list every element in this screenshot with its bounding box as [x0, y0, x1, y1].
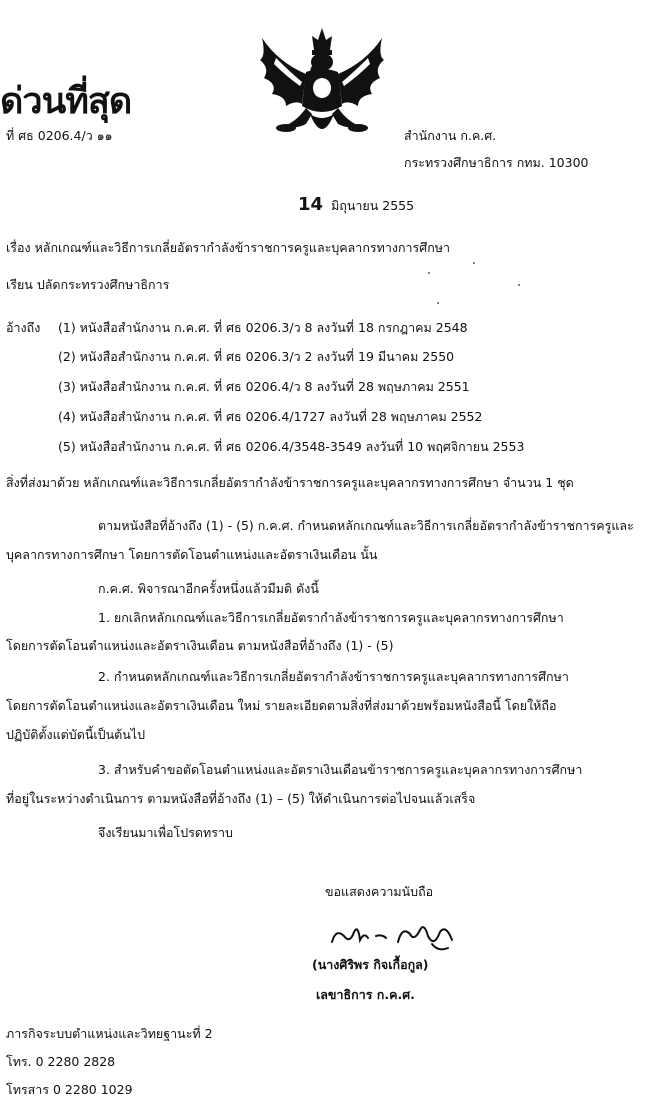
resolution-item-cont: ปฏิบัติตั้งแต่บัดนี้เป็นต้นไป — [6, 727, 146, 742]
reference-item: (5) หนังสือสำนักงาน ก.ค.ศ. ที่ ศธ 0206.4/3548-3549 ลงวันที่ 10 พฤศจิกายน 2553 — [58, 439, 525, 454]
letter-date — [298, 194, 414, 216]
scan-speck — [518, 284, 520, 286]
handwritten-signature — [328, 914, 458, 954]
respect-line: ขอแสดงความนับถือ — [325, 884, 434, 899]
scan-speck — [473, 262, 475, 264]
scan-speck — [437, 302, 439, 304]
signatory-position: เลขาธิการ ก.ค.ศ. — [316, 987, 415, 1002]
date-day: 14 — [298, 194, 324, 215]
issuing-office: สำนักงาน ก.ค.ศ. — [404, 128, 497, 143]
addressee-line: เรียน ปลัดกระทรวงศึกษาธิการ — [6, 277, 170, 292]
enclosure-line: สิ่งที่ส่งมาด้วย หลักเกณฑ์และวิธีการเกลี่ยอัตรากำลังข้าราชการครูและบุคลากรทางการศึกษา จำนวน 1 ชุด — [6, 475, 574, 490]
resolution-item-cont: โดยการตัดโอนตำแหน่งและอัตราเงินเดือน ใหม่ รายละเอียดตามสิ่งที่ส่งมาด้วยพร้อมหนังสือนี้ โดยให้ถือ — [6, 698, 557, 713]
reference-item: (4) หนังสือสำนักงาน ก.ค.ศ. ที่ ศธ 0206.4/1727 ลงวันที่ 28 พฤษภาคม 2552 — [58, 409, 483, 424]
footer-fax: โทรสาร 0 2280 1029 — [6, 1082, 133, 1097]
reference-item: (3) หนังสือสำนักงาน ก.ค.ศ. ที่ ศธ 0206.4/ว 8 ลงวันที่ 28 พฤษภาคม 2551 — [58, 379, 470, 394]
date-month-year: มิถุนายน 2555 — [331, 198, 415, 213]
resolution-item-cont: ที่อยู่ในระหว่างดำเนินการ ตามหนังสือที่อ้างถึง (1) – (5) ให้ดำเนินการต่อไปจนแล้วเสร็จ — [6, 791, 476, 806]
signatory-name: (นางศิริพร กิจเกื้อกูล) — [312, 957, 429, 972]
reference-item: (2) หนังสือสำนักงาน ก.ค.ศ. ที่ ศธ 0206.3/ว 2 ลงวันที่ 19 มีนาคม 2550 — [58, 349, 455, 364]
body-paragraph-cont: บุคลากรทางการศึกษา โดยการตัดโอนตำแหน่งและอัตราเงินเดือน นั้น — [6, 547, 378, 562]
footer-department: ภารกิจระบบตำแหน่งและวิทยฐานะที่ 2 — [6, 1026, 213, 1041]
subject-line: เรื่อง หลักเกณฑ์และวิธีการเกลี่ยอัตรากำลังข้าราชการครูและบุคลากรทางการศึกษา — [6, 240, 451, 255]
body-paragraph: ตามหนังสือที่อ้างถึง (1) - (5) ก.ค.ศ. กำหนดหลักเกณฑ์และวิธีการเกลี่ยอัตรากำลังข้าราชการครูและ — [98, 518, 634, 533]
reference-item: (1) หนังสือสำนักงาน ก.ค.ศ. ที่ ศธ 0206.3/ว 8 ลงวันที่ 18 กรกฎาคม 2548 — [58, 320, 468, 335]
body-paragraph: ก.ค.ศ. พิจารณาอีกครั้งหนึ่งแล้วมีมติ ดังนี้ — [98, 581, 319, 596]
scan-speck — [428, 272, 430, 274]
resolution-item: 3. สำหรับคำขอตัดโอนตำแหน่งและอัตราเงินเดือนข้าราชการครูและบุคลากรทางการศึกษา — [98, 762, 583, 777]
closing-line: จึงเรียนมาเพื่อโปรดทราบ — [98, 825, 233, 840]
garuda-emblem — [256, 26, 388, 146]
resolution-item-cont: โดยการตัดโอนตำแหน่งและอัตราเงินเดือน ตามหนังสือที่อ้างถึง (1) - (5) — [6, 638, 394, 653]
resolution-item: 2. กำหนดหลักเกณฑ์และวิธีการเกลี่ยอัตรากำลังข้าราชการครูและบุคลากรทางการศึกษา — [98, 669, 569, 684]
resolution-item: 1. ยกเลิกหลักเกณฑ์และวิธีการเกลี่ยอัตรากำลังข้าราชการครูและบุคลากรทางการศึกษา — [98, 610, 564, 625]
reference-number: ที่ ศธ 0206.4/ว ๑๑ — [6, 128, 113, 143]
references-label: อ้างถึง — [6, 320, 41, 335]
urgency-stamp: ด่วนที่สุด — [0, 81, 132, 122]
issuing-office-address: กระทรวงศึกษาธิการ กทม. 10300 — [404, 155, 589, 170]
footer-phone: โทร. 0 2280 2828 — [6, 1054, 116, 1069]
